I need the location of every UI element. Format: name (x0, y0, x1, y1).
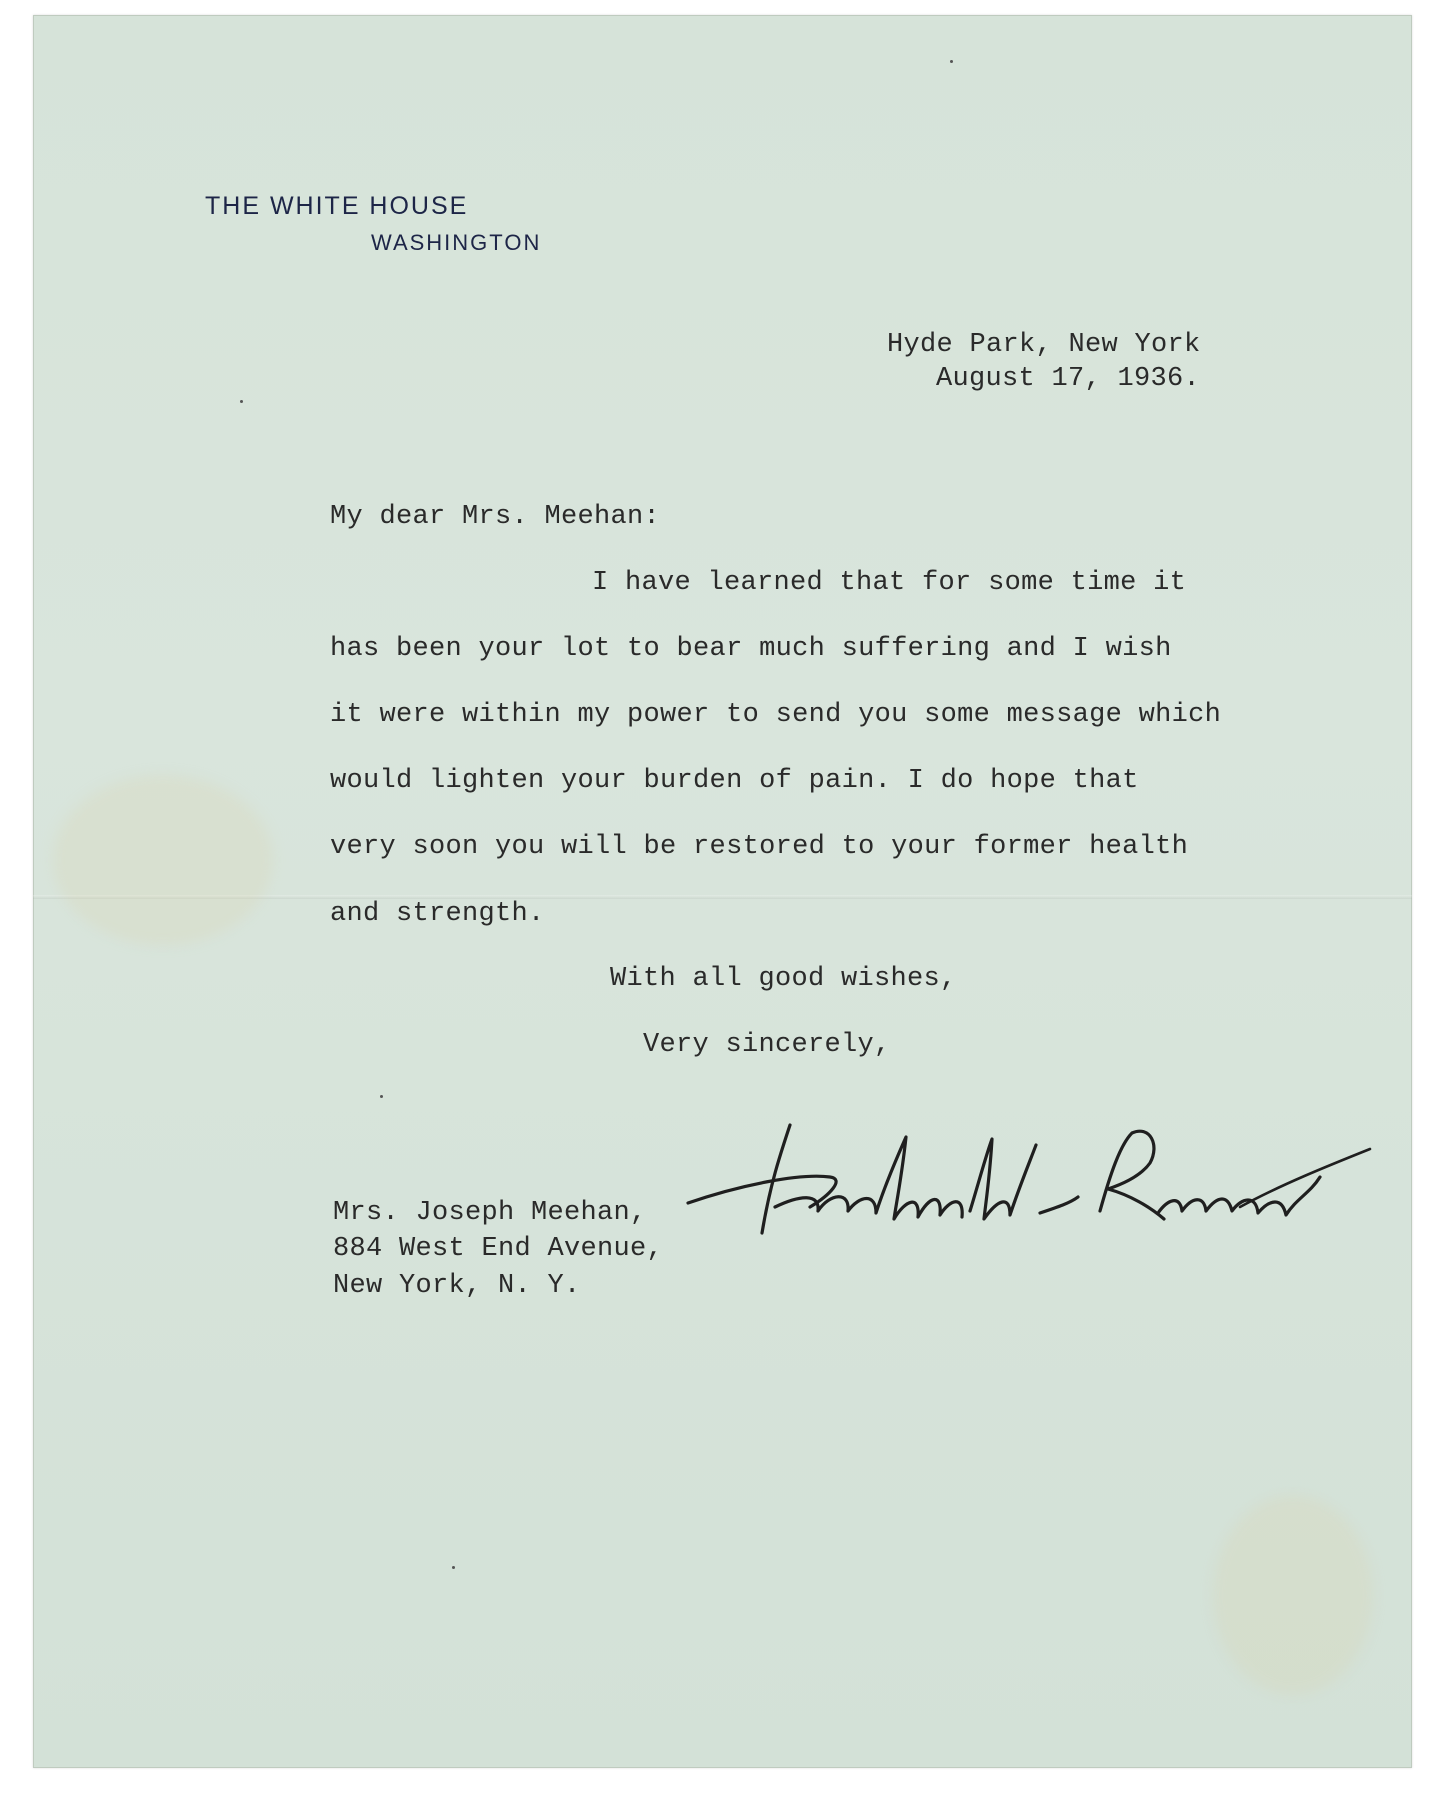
dateline-date: August 17, 1936. (936, 364, 1201, 394)
paper-stain (1213, 1495, 1373, 1695)
paper-speck (240, 400, 243, 403)
letterhead-title: THE WHITE HOUSE (205, 192, 469, 220)
body-line: has been your lot to bear much suffering and I wish (330, 634, 1172, 664)
closing-wishes: With all good wishes, (610, 964, 957, 994)
dateline-place: Hyde Park, New York (887, 330, 1201, 360)
body-line: it were within my power to send you some message which (330, 700, 1222, 730)
paper-speck (380, 1095, 383, 1098)
body-line: and strength. (330, 899, 545, 929)
recipient-street: 884 West End Avenue, (333, 1234, 664, 1264)
body-line: would lighten your burden of pain. I do hope that (330, 766, 1139, 796)
letter-paper (33, 15, 1412, 1768)
body-line: I have learned that for some time it (592, 568, 1187, 598)
recipient-name: Mrs. Joseph Meehan, (333, 1198, 647, 1228)
paper-speck (452, 1566, 455, 1569)
paper-speck (950, 60, 953, 63)
handwritten-signature (680, 1115, 1380, 1265)
recipient-city: New York, N. Y. (333, 1271, 581, 1301)
letterhead-subtitle: WASHINGTON (371, 230, 542, 255)
closing-sincerely: Very sincerely, (643, 1030, 891, 1060)
body-line: very soon you will be restored to your former health (330, 832, 1189, 862)
salutation: My dear Mrs. Meehan: (330, 502, 661, 532)
paper-stain (53, 775, 273, 945)
